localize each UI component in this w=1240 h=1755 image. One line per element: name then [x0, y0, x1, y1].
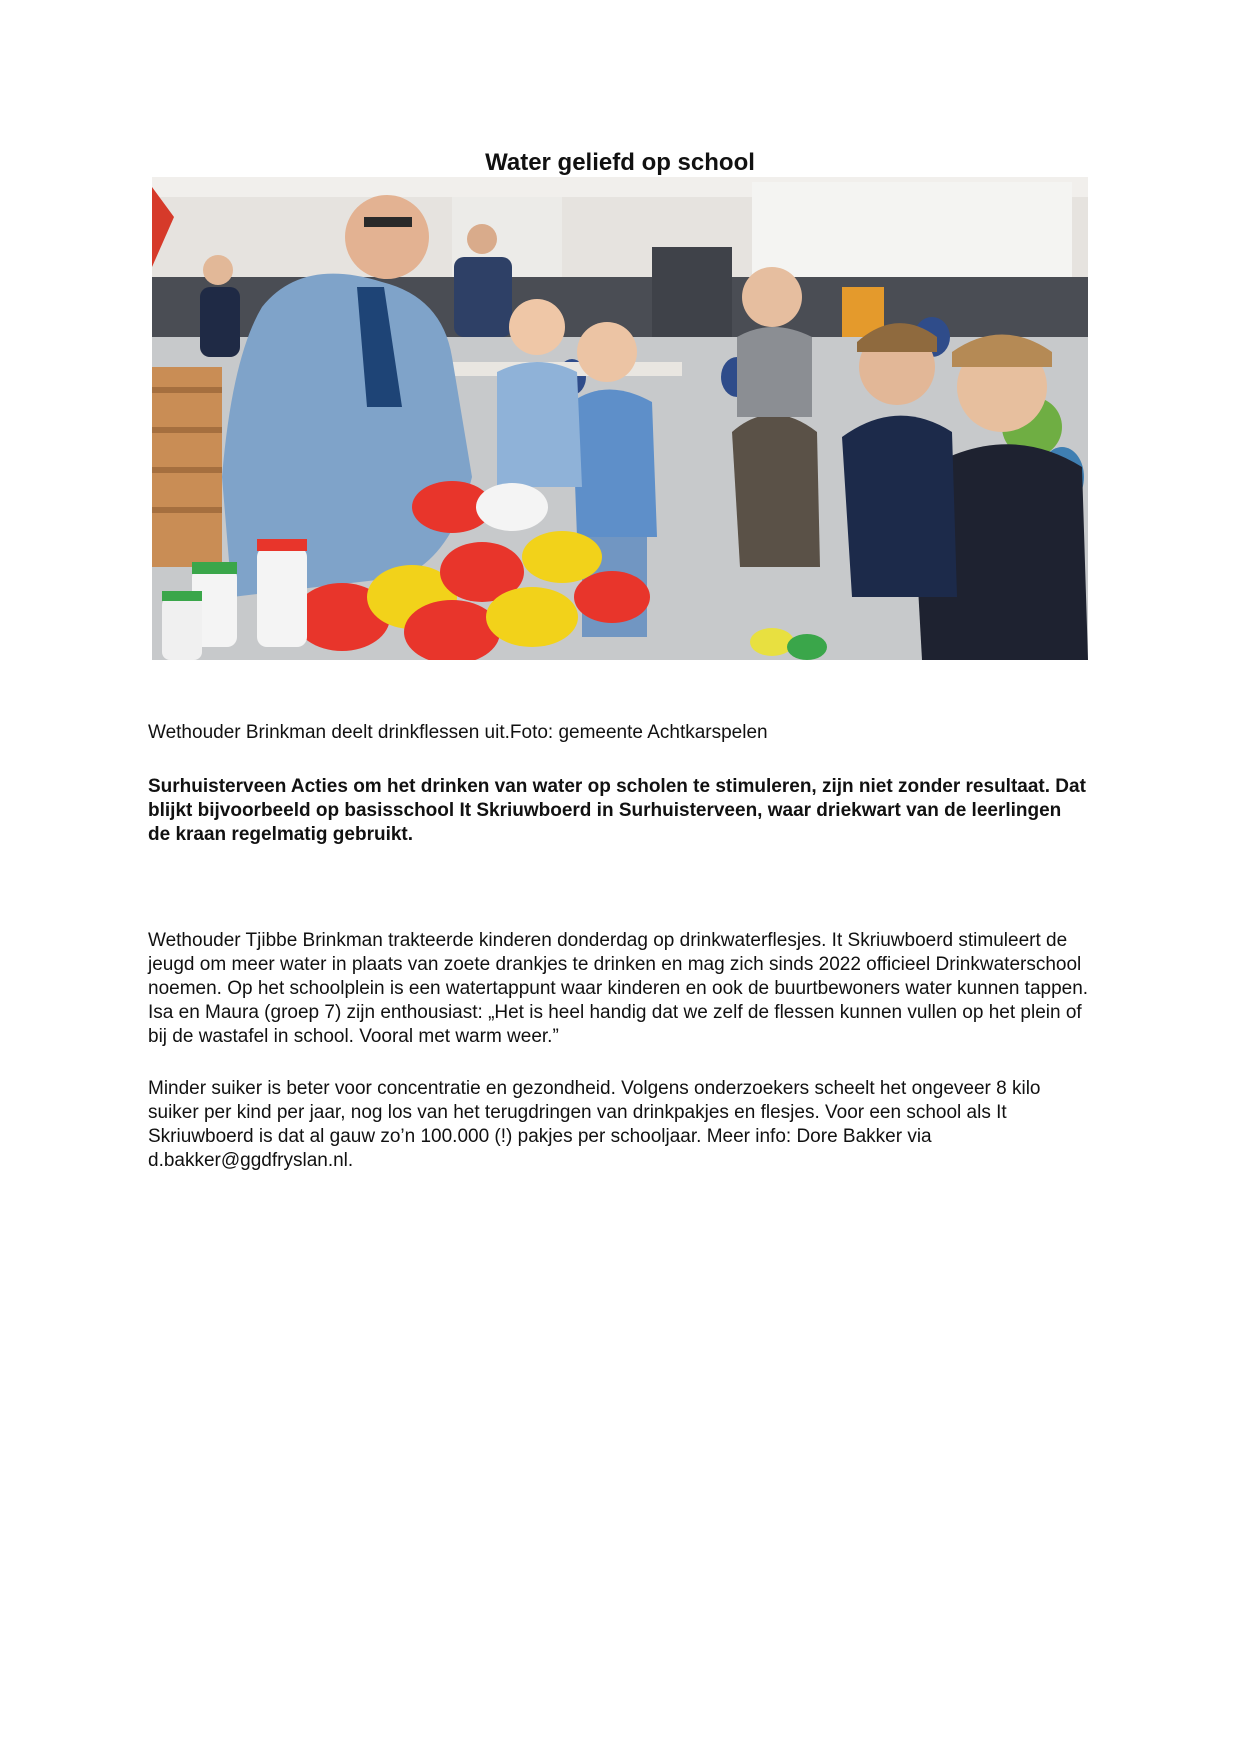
article-lead: Surhuisterveen Acties om het drinken van water op scholen te stimuleren, zijn niet zonder resultaat. Dat blijkt bijvoorbeeld op basisschool It Skriuwboerd in Surhuisterveen, waar driekwart van de leerlingen de kraan regelmatig gebruikt. — [148, 776, 1086, 845]
article-title: Water geliefd op school — [485, 149, 755, 176]
body-paragraph: Wethouder Tjibbe Brinkman trakteerde kinderen donderdag op drinkwaterflesjes. It Skriuwboerd stimuleert de jeugd om meer water in plaats van zoete drankjes te drinken en mag zich sinds 2022 officieel Drinkwaterschool noemen. Op het schoolplein is een watertappunt waar kinderen en ook de buurtbewoners water kunnen tappen. Isa en Maura (groep 7) zijn enthousiast: „Het is heel handig dat we zelf de flessen kunnen vullen op het plein of bij de wastafel in school. Vooral met warm weer.” — [148, 930, 1089, 1047]
article-photo — [152, 177, 1088, 660]
body-paragraph: Minder suiker is beter voor concentratie en gezondheid. Volgens onderzoekers scheelt het ongeveer 8 kilo suiker per kind per jaar, nog los van het terugdringen van drinkpakjes en flesjes. Voor een school als It Skriuwboerd is dat al gauw zo’n 100.000 (!) pakjes per schooljaar. Meer info: Dore Bakker via d.bakker@ggdfryslan.nl. — [148, 1078, 1041, 1171]
classroom-photo-illustration — [152, 177, 1088, 660]
photo-caption: Wethouder Brinkman deelt drinkflessen uit.Foto: gemeente Achtkarspelen — [148, 722, 768, 743]
